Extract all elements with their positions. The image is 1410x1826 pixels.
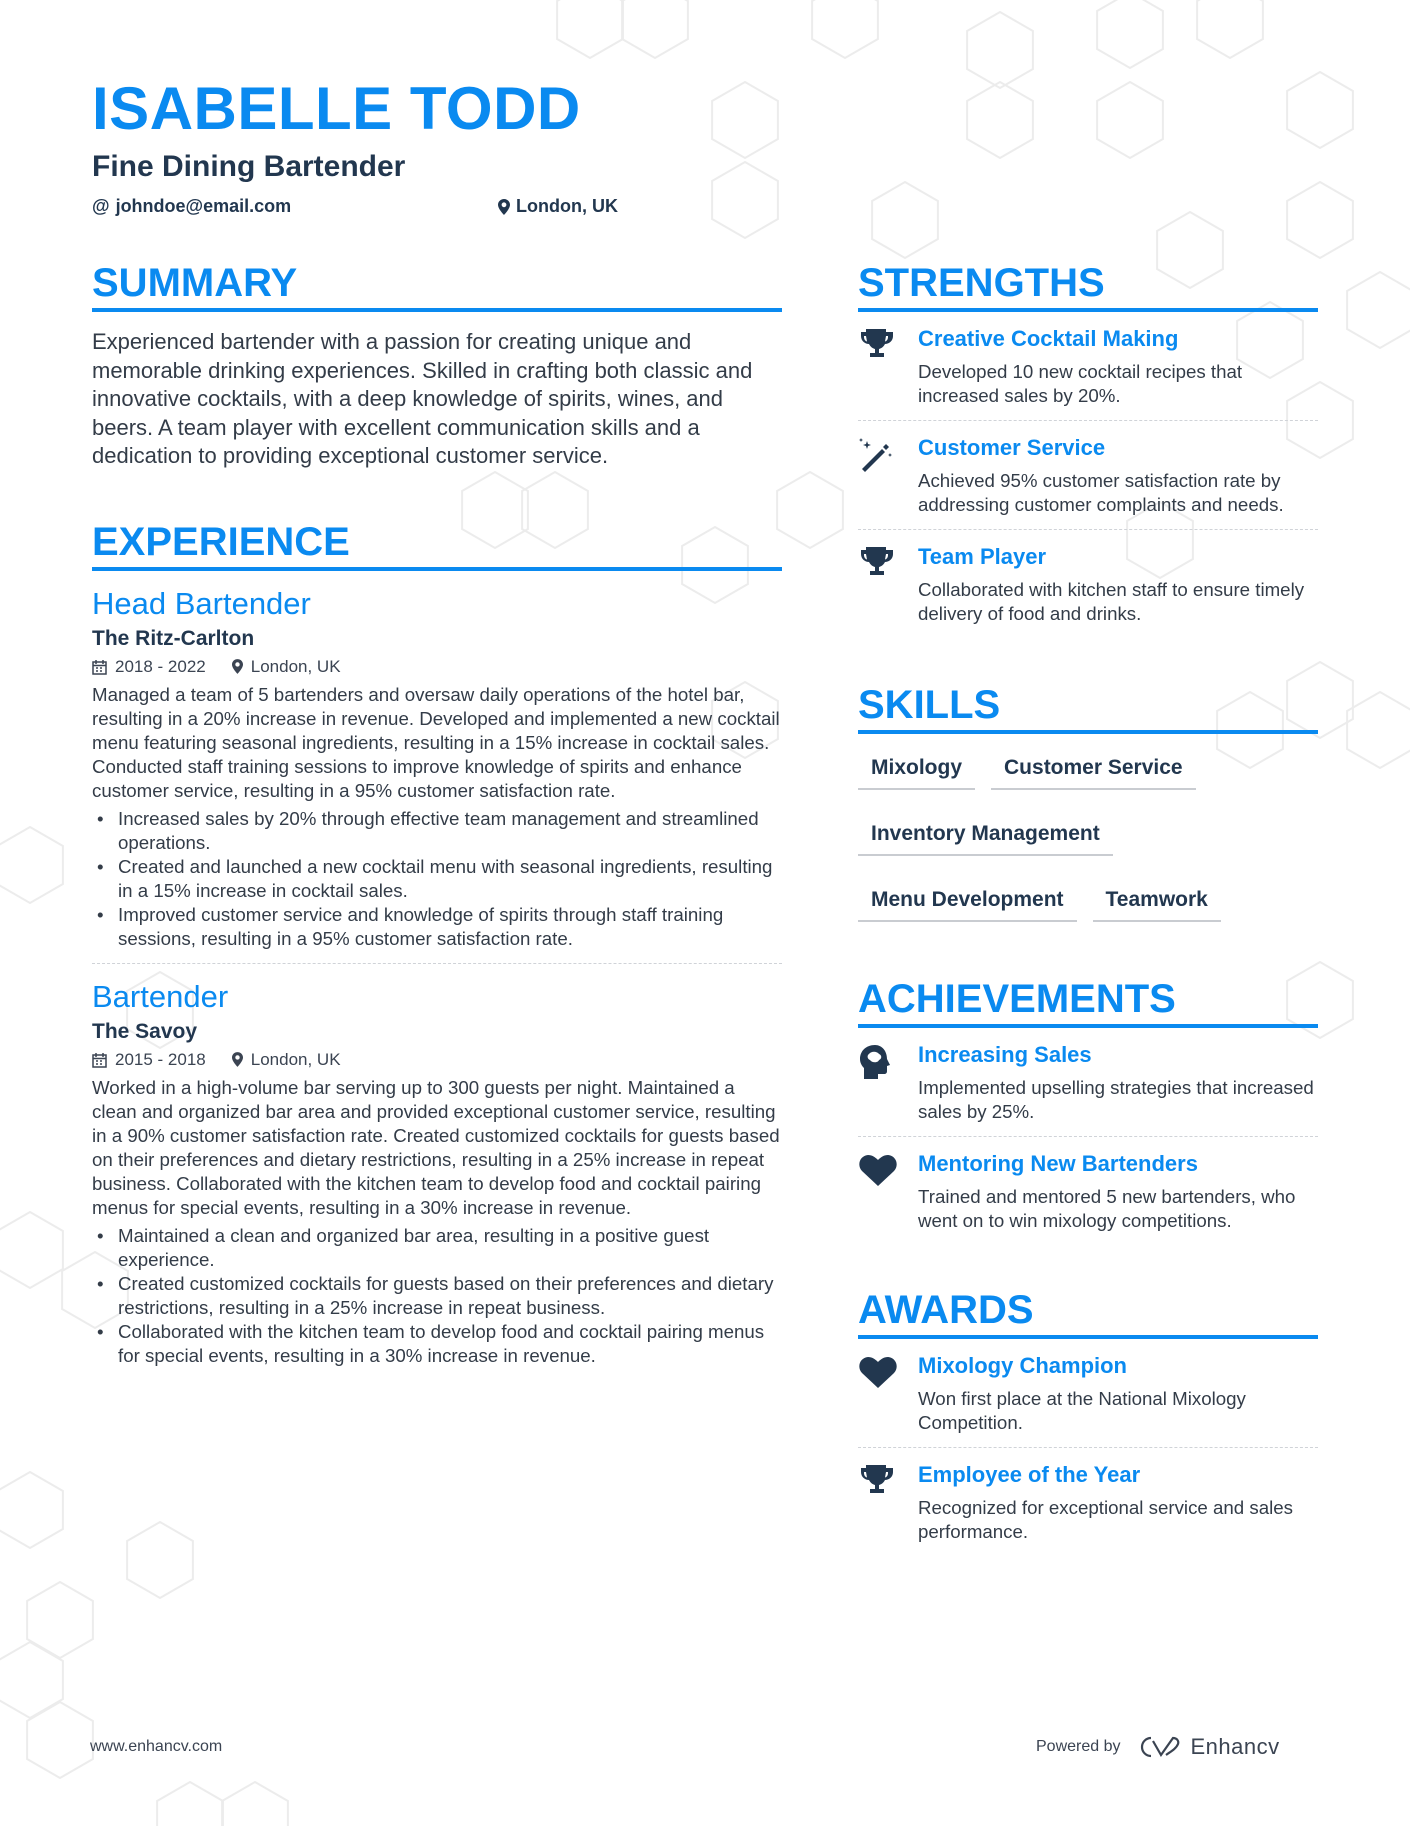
item-title: Mixology Champion bbox=[918, 1353, 1127, 1378]
list-item bbox=[858, 1028, 1318, 1136]
trophy-icon bbox=[858, 544, 918, 626]
job-location bbox=[232, 657, 341, 677]
trophy-icon bbox=[858, 1462, 918, 1544]
location-text: London, UK bbox=[250, 656, 341, 676]
skill-tag: Customer Service bbox=[991, 746, 1196, 790]
list-item bbox=[858, 312, 1318, 420]
list-item bbox=[858, 1136, 1318, 1245]
bullet-item: • Created customized cocktails for guests based on their preferences and dietary restrictions, resulting in a 25% increase in repeat business. bbox=[92, 1272, 782, 1320]
list-item bbox=[858, 1447, 1318, 1556]
item-description: Won first place at the National Mixology Competition. bbox=[918, 1388, 1246, 1433]
strengths-section bbox=[858, 260, 1318, 638]
job-entry bbox=[92, 978, 782, 1368]
magic-wand-icon bbox=[858, 435, 918, 517]
powered-by bbox=[1036, 1734, 1280, 1760]
hexagon-shape bbox=[0, 1472, 63, 1548]
powered-by-label: Powered by bbox=[1036, 1738, 1121, 1755]
at-icon: @ bbox=[92, 196, 110, 216]
item-title: Employee of the Year bbox=[918, 1462, 1141, 1487]
hexagon-shape bbox=[872, 182, 938, 258]
job-title: Bartender bbox=[92, 978, 229, 1014]
dates-text: 2018 - 2022 bbox=[115, 656, 206, 676]
hexagon-shape bbox=[1287, 182, 1353, 258]
hexagon-shape bbox=[1197, 0, 1263, 58]
dates-text: 2015 - 2018 bbox=[115, 1049, 206, 1069]
job-location bbox=[232, 1050, 341, 1070]
hexagon-shape bbox=[1097, 0, 1163, 68]
job-meta bbox=[92, 1050, 782, 1070]
job-title: Head Bartender bbox=[92, 585, 311, 621]
experience-section bbox=[92, 519, 782, 1368]
job-entry bbox=[92, 585, 782, 951]
bullet-item: • Improved customer service and knowledge of spirits through staff training sessions, resulting in a 95% customer satisfaction rate. bbox=[92, 903, 782, 951]
calendar-icon bbox=[92, 659, 107, 675]
item-body bbox=[918, 1462, 1318, 1544]
item-title: Team Player bbox=[918, 544, 1047, 569]
hexagon-shape bbox=[1347, 272, 1410, 348]
section-heading: SKILLS bbox=[858, 682, 1318, 734]
contact-email[interactable] bbox=[92, 196, 498, 217]
job-description: Managed a team of 5 bartenders and oversaw daily operations of the hotel bar, resulting in a 20% increase in revenue. Developed and implemented a new cocktail menu featuring seasonal ingredients, resulting in a 15% increase in cocktail sales. Conducted staff training sessions to improve knowledge of spirits and enhance customer service, resulting in a 95% customer satisfaction rate. bbox=[92, 683, 780, 801]
item-description: Collaborated with kitchen staff to ensure timely delivery of food and drinks. bbox=[918, 579, 1305, 624]
item-body bbox=[918, 544, 1318, 626]
achievements-section bbox=[858, 976, 1318, 1245]
item-title: Increasing Sales bbox=[918, 1042, 1092, 1067]
item-body bbox=[918, 1042, 1318, 1124]
summary-text: Experienced bartender with a passion for creating unique and memorable drinking experiences. Skilled in crafting both classic and innovative cocktails, with a deep knowledge of spirits, wines, and beers. A team player with excellent communication skills and a dedication to providing exceptional customer service. bbox=[92, 329, 753, 468]
section-heading: EXPERIENCE bbox=[92, 519, 782, 571]
trophy-icon bbox=[858, 326, 918, 408]
location-text: London, UK bbox=[516, 196, 618, 216]
job-meta bbox=[92, 657, 782, 677]
item-body bbox=[918, 1151, 1318, 1233]
list-item bbox=[858, 1339, 1318, 1447]
company-name: The Ritz-Carlton bbox=[92, 626, 255, 650]
skill-tag: Mixology bbox=[858, 746, 975, 790]
list-item bbox=[858, 529, 1318, 638]
hexagon-shape bbox=[622, 0, 688, 58]
skill-tag: Teamwork bbox=[1093, 878, 1221, 922]
resume-header bbox=[92, 74, 792, 217]
hexagon-shape bbox=[1347, 692, 1410, 768]
job-description: Worked in a high-volume bar serving up to 300 guests per night. Maintained a clean and organized bar area and provided exceptional customer service, resulting in a 90% customer satisfaction rate. Created customized cocktails for guests based on their preferences and dietary restrictions, resulting in a 25% increase in repeat business. Collaborated with the kitchen team to develop food and cocktail pairing menus for special events, resulting in a 30% increase in revenue. bbox=[92, 1076, 780, 1218]
hexagon-shape bbox=[1287, 72, 1353, 148]
list-item bbox=[858, 420, 1318, 529]
divider bbox=[92, 963, 782, 964]
item-description: Developed 10 new cocktail recipes that increased sales by 20%. bbox=[918, 361, 1243, 406]
skill-tag: Menu Development bbox=[858, 878, 1077, 922]
location-pin-icon bbox=[498, 199, 510, 215]
item-title: Customer Service bbox=[918, 435, 1106, 460]
contact-location bbox=[498, 196, 618, 217]
job-bullets bbox=[92, 807, 782, 951]
enhancv-logo-icon bbox=[1137, 1735, 1183, 1759]
hexagon-shape bbox=[157, 1782, 223, 1826]
hexagon-shape bbox=[0, 1212, 63, 1288]
bullet-item: • Increased sales by 20% through effective team management and streamlined operations. bbox=[92, 807, 782, 855]
heart-icon bbox=[858, 1151, 918, 1233]
hexagon-shape bbox=[777, 472, 843, 548]
hexagon-shape bbox=[0, 827, 63, 903]
section-heading: ACHIEVEMENTS bbox=[858, 976, 1318, 1028]
item-title: Creative Cocktail Making bbox=[918, 326, 1179, 351]
awards-section bbox=[858, 1287, 1318, 1556]
item-description: Trained and mentored 5 new bartenders, who went on to win mixology competitions. bbox=[918, 1186, 1296, 1231]
item-body bbox=[918, 326, 1318, 408]
enhancv-brand: Enhancv bbox=[1190, 1734, 1280, 1759]
item-title: Mentoring New Bartenders bbox=[918, 1151, 1198, 1176]
section-heading: AWARDS bbox=[858, 1287, 1318, 1339]
bullet-item: • Maintained a clean and organized bar area, resulting in a positive guest experience. bbox=[92, 1224, 782, 1272]
item-description: Implemented upselling strategies that increased sales by 25%. bbox=[918, 1077, 1314, 1122]
location-pin-icon bbox=[232, 659, 243, 674]
hexagon-shape bbox=[557, 0, 623, 58]
hexagon-shape bbox=[812, 0, 878, 58]
candidate-name: ISABELLE TODD bbox=[92, 75, 581, 142]
heart-icon bbox=[858, 1353, 918, 1435]
skills-section bbox=[858, 682, 1318, 944]
hexagon-shape bbox=[127, 1522, 193, 1598]
section-heading: STRENGTHS bbox=[858, 260, 1318, 312]
head-brain-icon bbox=[858, 1042, 918, 1124]
bullet-item: • Created and launched a new cocktail menu with seasonal ingredients, resulting in a 15% increase in cocktail sales. bbox=[92, 855, 782, 903]
item-description: Achieved 95% customer satisfaction rate by addressing customer complaints and needs. bbox=[918, 470, 1284, 515]
company-name: The Savoy bbox=[92, 1019, 198, 1043]
summary-section bbox=[92, 260, 782, 471]
calendar-icon bbox=[92, 1052, 107, 1068]
job-dates bbox=[92, 657, 206, 677]
bullet-item: • Collaborated with the kitchen team to develop food and cocktail pairing menus for special events, resulting in a 30% increase in revenue. bbox=[92, 1320, 782, 1368]
hexagon-shape bbox=[967, 82, 1033, 158]
item-description: Recognized for exceptional service and sales performance. bbox=[918, 1497, 1294, 1542]
hexagon-shape bbox=[967, 12, 1033, 88]
email-text: johndoe@email.com bbox=[115, 196, 292, 216]
hexagon-shape bbox=[1097, 82, 1163, 158]
location-pin-icon bbox=[232, 1052, 243, 1067]
website-link[interactable]: www.enhancv.com bbox=[90, 1738, 223, 1755]
item-body bbox=[918, 435, 1318, 517]
candidate-title: Fine Dining Bartender bbox=[92, 150, 406, 183]
hexagon-shape bbox=[222, 1782, 288, 1826]
section-heading: SUMMARY bbox=[92, 260, 782, 312]
skill-tag: Inventory Management bbox=[858, 812, 1113, 856]
job-dates bbox=[92, 1050, 206, 1070]
item-body bbox=[918, 1353, 1318, 1435]
job-bullets bbox=[92, 1224, 782, 1368]
location-text: London, UK bbox=[250, 1049, 341, 1069]
